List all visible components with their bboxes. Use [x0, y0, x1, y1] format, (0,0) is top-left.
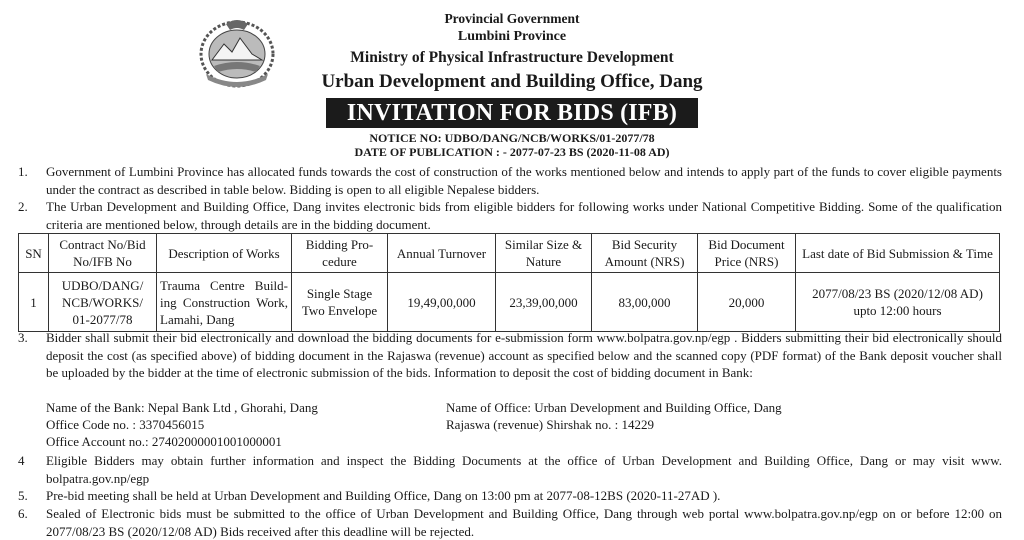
table-cell: 2077/08/23 BS (2020/12/08 AD) upto 12:00 hours [796, 273, 1000, 332]
paragraph-number: 1. [18, 164, 28, 179]
table-cell: 19,49,00,000 [388, 273, 496, 332]
column-header: Last date of Bid Submission & Time [796, 234, 1000, 273]
table-cell: UDBO/DANG/ NCB/WORKS/ 01-2077/78 [49, 273, 157, 332]
page-title: INVITATION FOR BIDS (IFB) [326, 98, 698, 128]
office-account: Office Account no.: 27402000001001000001 [46, 434, 282, 449]
header-province: Lumbini Province [457, 29, 567, 44]
office-name: Name of Office: Urban Development and Building Office, Dang [446, 400, 782, 415]
table-cell: Trauma Centre Build-ing Construction Work, Lamahi, Dang [157, 273, 292, 332]
revenue-shirshak: Rajaswa (revenue) Shirshak no. : 14229 [446, 417, 654, 432]
paragraph-number: 5. [18, 488, 28, 503]
column-header: Similar Size & Nature [496, 234, 592, 273]
header-office: Urban Development and Building Office, Dang [321, 71, 703, 92]
table-cell: 20,000 [698, 273, 796, 332]
paragraph-2: The Urban Development and Building Office, Dang invites electronic bids from eligible bidders for following works under National Competitive Bidding. Some of the qualification criteria are mentioned below, through details are in the bidding document. [46, 199, 1002, 232]
notice-number: NOTICE NO: UDBO/DANG/NCB/WORKS/01-2077/78 [369, 131, 655, 145]
paragraph-number: 6. [18, 506, 28, 521]
table-cell: 1 [19, 273, 49, 332]
column-header: Description of Works [157, 234, 292, 273]
column-header: Bidding Pro-cedure [292, 234, 388, 273]
table-row [19, 273, 1000, 332]
paragraph-4: Eligible Bidders may obtain further information and inspect the Bidding Documents at the office of Urban Development and Building Office, Dang or may visit www. bolpatra.gov.np/egp [46, 453, 1002, 486]
paragraph-number: 4 [18, 453, 25, 468]
paragraph-5: Pre-bid meeting shall be held at Urban Development and Building Office, Dang on 13:00 pm at 2077-08-12BS (2020-11-27AD ). [46, 488, 721, 503]
paragraph-number: 2. [18, 199, 28, 214]
column-header: Bid Document Price (NRS) [698, 234, 796, 273]
header-provincial-government: Provincial Government [444, 11, 580, 26]
column-header: Bid Security Amount (NRS) [592, 234, 698, 273]
bid-table [18, 233, 1000, 332]
paragraph-6: Sealed of Electronic bids must be submitted to the office of Urban Development and Building Office, Dang through web portal www.bolpatra.gov.np/egp on or before 12:00 on 2077/08/23 BS (2020/12/08 AD) Bids received after this deadline will be rejected. [46, 506, 1002, 539]
table-cell: Single Stage Two Envelope [292, 273, 388, 332]
table-cell: 83,00,000 [592, 273, 698, 332]
paragraph-3: Bidder shall submit their bid electronically and download the bidding documents for e-submission form www.bolpatra.gov.np/egp . Bidders submitting their bid electronically should deposit the cost (as specified above) of bidding document in the Rajaswa (revenue) account as specified below and the scanned copy (PDF format) of the Bank deposit voucher shall be uploaded by the bidder at the time of electronic submission of the bids. Information to deposit the cost of bidding document in Bank: [46, 330, 1002, 380]
publication-date: DATE OF PUBLICATION : - 2077-07-23 BS (2020-11-08 AD) [354, 145, 670, 159]
bank-name: Name of the Bank: Nepal Bank Ltd , Ghorahi, Dang [46, 400, 318, 415]
column-header: Contract No/Bid No/IFB No [49, 234, 157, 273]
office-code: Office Code no. : 3370456015 [46, 417, 205, 432]
table-cell: 23,39,00,000 [496, 273, 592, 332]
column-header: Annual Turnover [388, 234, 496, 273]
table-header-row [19, 234, 1000, 273]
paragraph-number: 3. [18, 330, 28, 345]
paragraph-1: Government of Lumbini Province has allocated funds towards the cost of construction of the works mentioned below and intends to apply part of the funds to cover eligible payments under the contract as described in table below. Bidding is open to all eligible Nepalese bidders. [46, 164, 1002, 197]
header-ministry: Ministry of Physical Infrastructure Development [350, 49, 674, 66]
column-header: SN [19, 234, 49, 273]
